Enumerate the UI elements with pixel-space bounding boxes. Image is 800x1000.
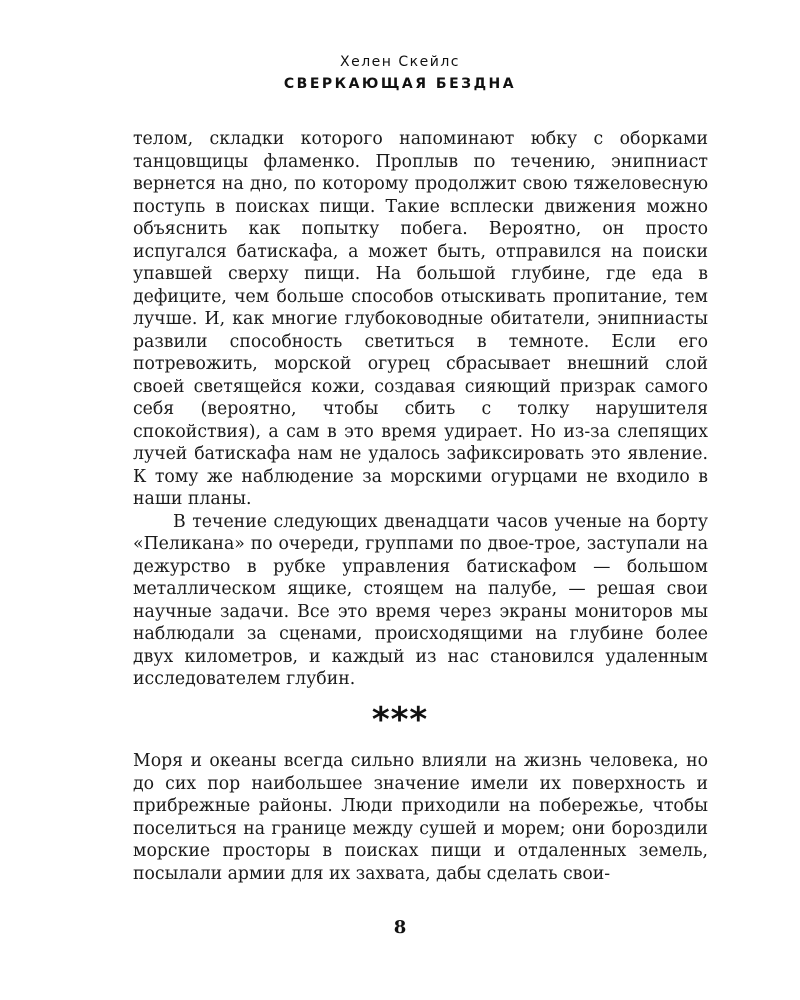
running-header [0,52,800,94]
section-2-text [133,750,708,885]
paragraph-2: В течение следующих двенадцати часов ученые на борту «Пеликана» по очереди, группами по двое-трое, заступали на дежурство в рубке управления батискафом — большом металлическом ящике, стоящем на палубе, — решая свои научные задачи. Все это время через экраны мониторов мы наблюдали за сценами, происходящими на глубине более двух километров, и каждый из нас становился удаленным исследователем глубин. [133,511,708,689]
main-text [133,128,708,691]
author-name: Хелен Скейлс [340,54,460,70]
page-number: 8 [393,917,407,938]
paragraph-1: телом, складки которого напоминают юбку с оборками танцовщицы фламенко. Проплыв по течению, энипниаст вернется на дно, по которому продолжит свою тяжеловесную поступь в поисках пищи. Такие всплески движения можно объяснить как попытку побега. Вероятно, он просто испугался батискафа, а может быть, отправился на поиски упавшей сверху пищи. На большой глубине, где еда в дефиците, чем больше способов отыскивать пропитание, тем лучше. И, как многие глубоководные обитатели, энипниасты развили способность светиться в темноте. Если его потревожить, морской огурец сбрасывает внешний слой своей светящейся кожи, создавая сияющий призрак самого себя (вероятно, чтобы сбить с толку нарушителя спокойствия), а сам в это время удирает. Но из-за слепящих лучей батискафа нам не удалось зафиксировать это явление. К тому же наблюдение за морскими огурцами не входило в наши планы. [133,129,708,509]
paragraph-3: Моря и океаны всегда сильно влияли на жизнь человека, но до сих пор наибольшее значение имели их поверхность и прибрежные районы. Люди приходили на побережье, чтобы поселиться на границе между сушей и морем; они бороздили морские просторы в поисках пищи и отдаленных земель, посылали армии для их захвата, дабы сделать свои- [133,751,708,884]
section-separator: *** [371,700,429,740]
book-title: СВЕРКАЮЩАЯ БЕЗДНА [283,76,517,92]
